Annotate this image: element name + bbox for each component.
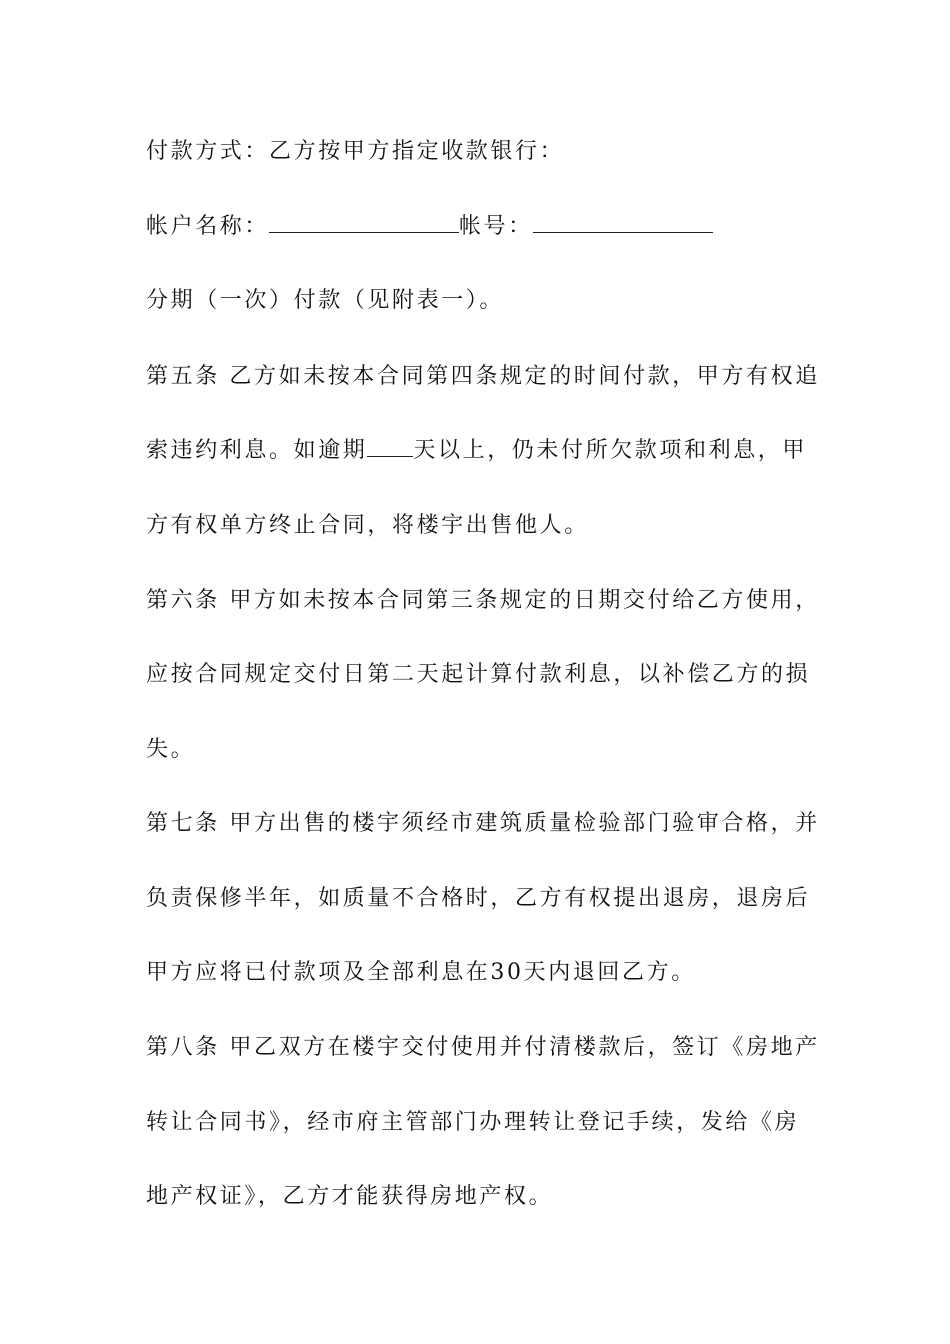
article-7-line-3: 甲方应将已付款项及全部利息在30天内退回乙方。 xyxy=(146,960,696,985)
account-line xyxy=(146,212,713,242)
overdue-text-after: 天以上，仍未付所欠款项和利息，甲 xyxy=(413,438,808,463)
article-7-line-2: 负责保修半年，如质量不合格时，乙方有权提出退房，退房后 xyxy=(146,886,811,911)
article-5-line-1: 第五条 乙方如未按本合同第四条规定的时间付款，甲方有权追 xyxy=(146,364,820,389)
article-5-line-3: 方有权单方终止合同，将楼宇出售他人。 xyxy=(146,513,589,538)
article-6-line-3: 失。 xyxy=(146,737,196,762)
account-name-label: 帐户名称： xyxy=(146,214,270,239)
installment-line: 分期（一次）付款（见附表一）。 xyxy=(146,288,505,313)
account-number-label: 帐号： xyxy=(459,214,533,239)
article-8-line-1: 第八条 甲乙双方在楼宇交付使用并付清楼款后，签订《房地产 xyxy=(146,1035,820,1060)
article-6-line-1: 第六条 甲方如未按本合同第三条规定的日期交付给乙方使用， xyxy=(146,588,820,613)
article-5-line-2 xyxy=(146,436,807,466)
account-name-blank xyxy=(269,212,459,233)
overdue-text-before: 索违约利息。如逾期 xyxy=(146,438,368,463)
article-7-line-1: 第七条 甲方出售的楼宇须经市建筑质量检验部门验审合格，并 xyxy=(146,811,820,836)
account-number-blank xyxy=(533,212,713,233)
payment-method-line: 付款方式：乙方按甲方指定收款银行： xyxy=(146,139,565,164)
article-8-line-3: 地产权证》，乙方才能获得房地产权。 xyxy=(146,1184,554,1209)
article-8-line-2: 转让合同书》，经市府主管部门办理转让登记手续，发给《房 xyxy=(146,1110,800,1135)
overdue-days-blank xyxy=(367,436,413,457)
article-6-line-2: 应按合同规定交付日第二天起计算付款利息，以补偿乙方的损 xyxy=(146,662,811,687)
